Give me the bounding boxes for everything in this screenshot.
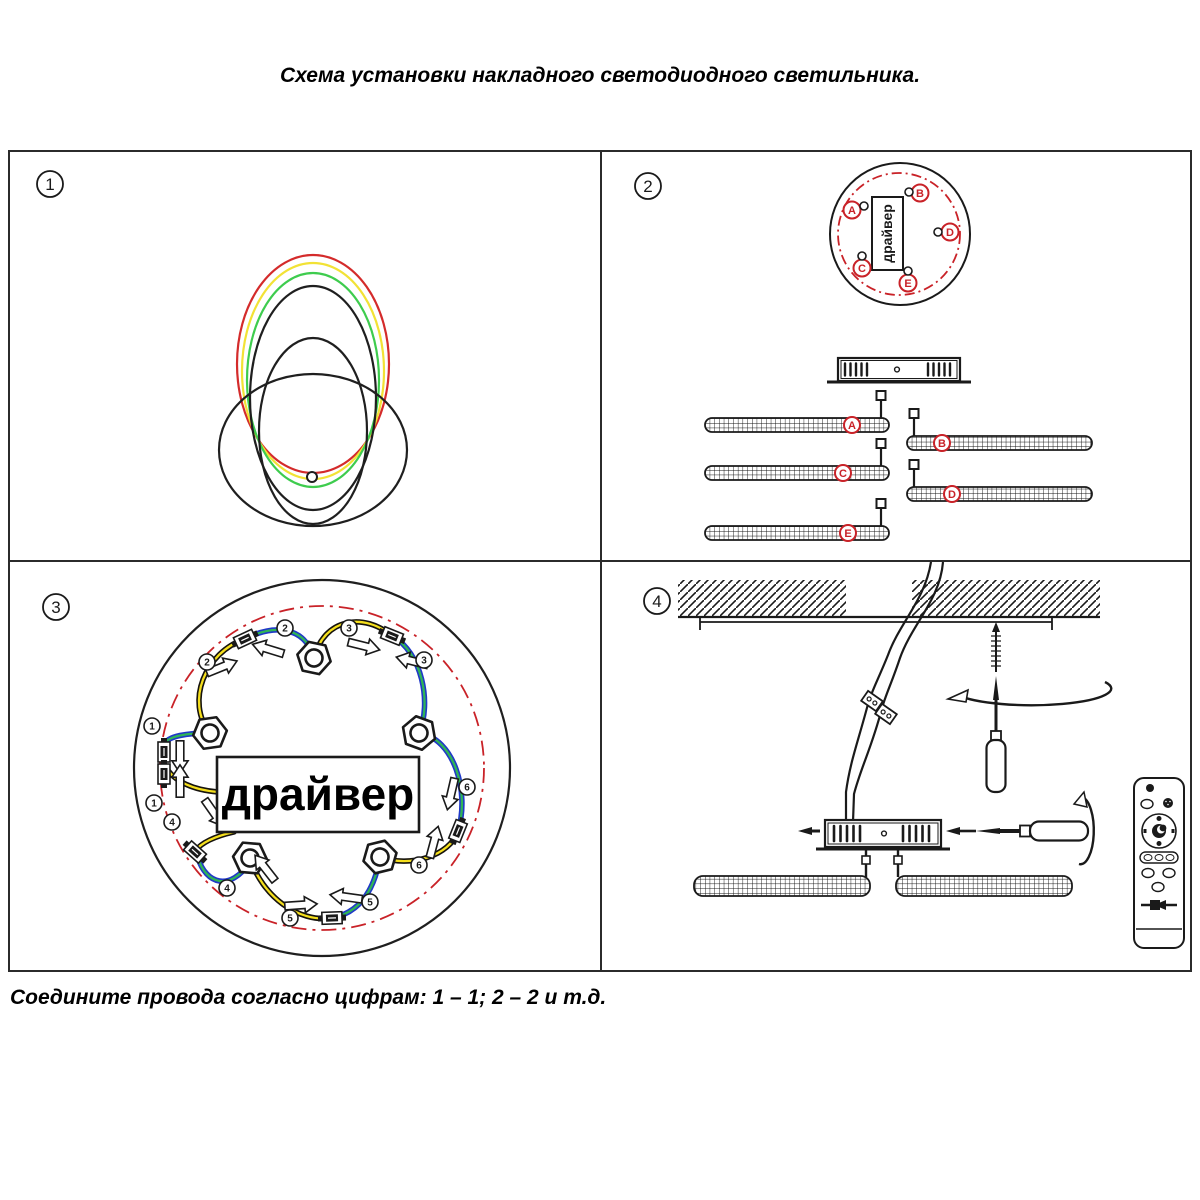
lamp-base-circle	[219, 374, 407, 526]
wire-number-6b: 6	[416, 860, 422, 872]
driver-box-center	[217, 757, 419, 832]
screw-left	[798, 827, 812, 835]
lamp-ring-yellow	[242, 263, 384, 479]
panel-4-diagram	[602, 562, 1190, 970]
strip-letter-e: E	[844, 528, 852, 540]
wire-number-4b: 4	[224, 883, 230, 895]
wire-number-3a: 3	[346, 623, 352, 635]
remote-power-button	[1146, 784, 1154, 792]
panel-2-diagram	[602, 152, 1190, 560]
panel-3-number-badge	[43, 594, 69, 620]
wire-number-3b: 3	[421, 655, 427, 667]
wiring-instruction-note: Соедините провода согласно цифрам: 1 – 1; 2 – 2 и т.д.	[10, 986, 607, 1009]
strip-letter-c: C	[839, 468, 847, 480]
remote-button-right	[1163, 869, 1175, 878]
panel-1-diagram	[10, 152, 600, 560]
strip-letter-a: A	[848, 420, 856, 432]
page-title: Схема установки накладного светодиодного светильника.	[279, 64, 921, 87]
wire-number-6a: 6	[464, 782, 470, 794]
mount-letter-a: A	[848, 205, 856, 217]
remote-button-single	[1152, 883, 1164, 892]
diagram-grid	[8, 150, 1192, 972]
led-strip-c	[705, 439, 889, 481]
driver-label-plate: драйвер	[879, 204, 895, 263]
driver-bar	[827, 358, 971, 382]
screwdriver-vertical	[987, 676, 1006, 792]
panel-2-number-badge	[635, 173, 661, 199]
remote-mode-button	[1141, 800, 1153, 809]
wire-number-5b: 5	[367, 897, 373, 909]
wire-number-1a: 1	[149, 721, 155, 733]
wire-number-1b: 1	[151, 798, 157, 810]
lamp-rings	[219, 255, 407, 526]
strip-letter-b: B	[938, 438, 946, 450]
mount-letter-b: B	[916, 188, 924, 200]
mount-letter-e: E	[904, 278, 912, 290]
wire-number-2a: 2	[204, 657, 210, 669]
remote-control	[1134, 778, 1184, 948]
panel-2-parts-layout	[602, 152, 1190, 560]
wire-number-5a: 5	[287, 913, 293, 925]
lamp-hole	[307, 472, 317, 482]
panel-1-lamp-overview	[10, 152, 600, 560]
panel-2-number: 2	[643, 177, 653, 196]
panel-3-wiring	[10, 562, 600, 970]
panel-4-number-badge	[644, 588, 670, 614]
strip-letter-d: D	[948, 489, 956, 501]
base-plate	[830, 163, 970, 305]
mounting-bracket	[700, 617, 1052, 630]
screwdriver-horizontal	[946, 822, 1088, 841]
remote-dpad	[1142, 814, 1176, 848]
led-strips	[705, 391, 1092, 541]
panel-3-diagram	[10, 562, 600, 970]
remote-speaker-button	[1163, 798, 1173, 808]
mounted-strips	[694, 849, 1072, 896]
remote-preset-row	[1140, 852, 1178, 863]
panel-4-number: 4	[652, 592, 662, 611]
led-strip-b	[907, 409, 1092, 451]
lamp-ring-inner-black	[259, 338, 367, 524]
led-strip-a	[705, 391, 889, 433]
remote-button-left	[1142, 869, 1154, 878]
wire-number-4a: 4	[169, 817, 175, 829]
ceiling-screw	[991, 622, 1001, 672]
led-strip-d	[907, 460, 1092, 502]
panel-3-number: 3	[51, 598, 61, 617]
panel-4-mounting	[602, 562, 1190, 970]
driver-bar-mounted	[798, 820, 950, 849]
driver-label-center: драйвер	[221, 768, 415, 820]
rotation-arrow-top	[948, 682, 1111, 705]
panel-1-number: 1	[45, 175, 55, 194]
mount-letter-d: D	[946, 227, 954, 239]
mount-letter-c: C	[858, 263, 866, 275]
led-strip-e	[705, 499, 889, 541]
ceiling	[678, 580, 1100, 630]
panel-1-number-badge	[37, 171, 63, 197]
wire-number-2b: 2	[282, 623, 288, 635]
